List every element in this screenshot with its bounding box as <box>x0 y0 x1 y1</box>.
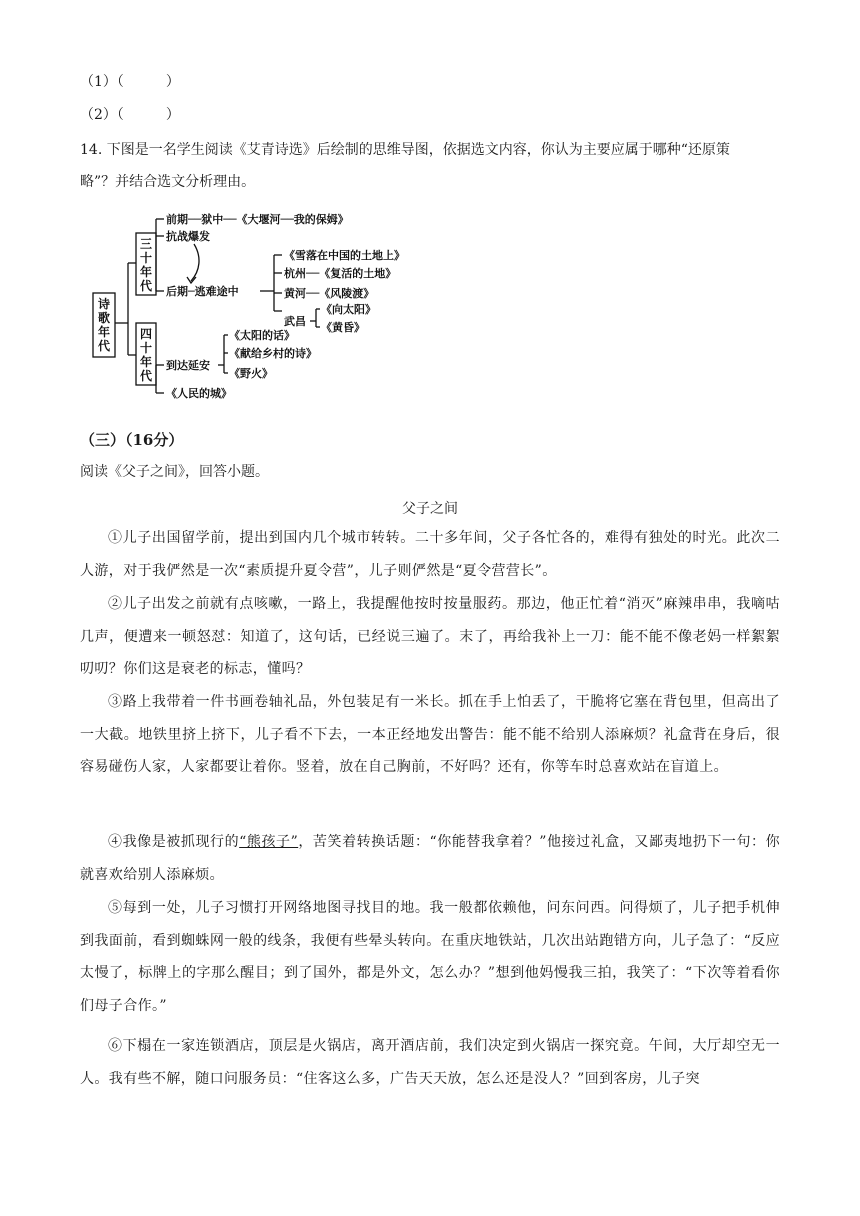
thirties-char-4: 代 <box>139 279 153 293</box>
forties-char-3: 年 <box>139 355 153 369</box>
yanan-branch: 到达延安 <box>166 359 210 372</box>
thirties-char-1: 三 <box>139 237 153 251</box>
early-period-branch: 前期──狱中──《大堰河──我的保姆》 <box>166 213 349 226</box>
paragraph-4 <box>80 826 780 891</box>
peoples-city-item: 《人民的城》 <box>166 387 232 400</box>
forties-char-4: 代 <box>139 369 153 383</box>
root-char-4: 代 <box>97 339 111 353</box>
paragraph-3: ③路上我带着一件书画卷轴礼品，外包装足有一米长。抓在手上怕丢了，干脆将它塞在背包里，但高出了一大截。地铁里挤上挤下，儿子看不下去，一本正经地发出警告：能不能不给别人添麻烦？礼盒背在身后，很容易碰伤人家，人家都要让着你。竖着，放在自己胸前，不好吗？还有，你等车时总喜欢站在盲道上。 <box>80 694 780 775</box>
dusk-poem-item: 《黄昏》 <box>321 321 365 334</box>
reading-instruction: 阅读《父子之间》，回答小题。 <box>80 464 269 480</box>
huanghe-item: 黄河──《风陵渡》 <box>284 287 375 300</box>
answer-blank-2: （2）（ ） <box>80 107 180 123</box>
village-poem-item: 《献给乡村的诗》 <box>229 347 317 360</box>
paragraph-4-part-a: ④我像是被抓现行的 <box>108 834 240 850</box>
curved-arrow <box>191 244 199 281</box>
article-title: 父子之间 <box>402 501 458 517</box>
paragraph-1: ①儿子出国留学前，提出到国内几个城市转转。二十多年间，父子各忙各的，难得有独处的时光。此次二人游，对于我俨然是一次“素质提升夏令营”，儿子则俨然是“夏令营营长”。 <box>80 530 780 579</box>
root-char-2: 歌 <box>97 311 111 325</box>
root-char-1: 诗 <box>97 297 111 311</box>
paragraph-5: ⑤每到一处，儿子习惯打开网络地图寻找目的地。我一般都依赖他，问东问西。问得烦了，儿子把手机伸到我面前，看到蜘蛛网一般的线条，我便有些晕头转向。在重庆地铁站，几次出站跑错方向，儿子急了：“反应太慢了，标牌上的字那么醒目；到了国外，都是外文，怎么办？”想到他妈慢我三拍，我笑了：“下次等着看你们母子合作。” <box>80 900 780 1014</box>
paragraph-4-part-b: ，苦笑着转换话题：“你能替我拿着？”他接过礼盒，又鄙夷地扔下一句：你就喜欢给别人添麻烦。 <box>80 834 780 883</box>
paragraph-6: ⑥下榻在一家连锁酒店，顶层是火锅店，离开酒店前，我们决定到火锅店一探究竟。午间，大厅却空无一人。我有些不解，随口问服务员：“住客这么多，广告天天放，怎么还是没人？”回到客房，儿子突 <box>80 1038 780 1087</box>
bear-child-underlined: “熊孩子” <box>239 834 299 850</box>
answer-blank-1: （1）（ ） <box>80 74 180 90</box>
question-14-line-2: 略”？并结合选文分析理由。 <box>80 174 256 190</box>
late-period-branch: 后期─逃难途中 <box>166 285 239 298</box>
wuchang-item: 武昌 <box>284 315 306 328</box>
thirties-char-3: 年 <box>139 265 153 279</box>
section-heading: （三）（16分） <box>80 431 184 449</box>
snow-poem-item: 《雪落在中国的土地上》 <box>284 249 405 262</box>
forties-char-1: 四 <box>139 327 153 341</box>
sun-poem-item: 《向太阳》 <box>321 303 376 316</box>
root-char-3: 年 <box>97 325 111 339</box>
forties-char-2: 十 <box>139 341 153 355</box>
question-14-line-1: 14. 下图是一名学生阅读《艾青诗选》后绘制的思维导图，依据选文内容，你认为主要应属于哪种“还原策 <box>80 142 730 158</box>
thirties-char-2: 十 <box>139 251 153 265</box>
mind-map-diagram <box>90 205 420 413</box>
wildfire-item: 《野火》 <box>229 367 273 380</box>
paragraph-2: ②儿子出发之前就有点咳嗽，一路上，我提醒他按时按量服药。那边，他正忙着“消灭”麻辣串串，我嘀咕几声，便遭来一顿怒怼：知道了，这句话，已经说三遍了。末了，再给我补上一刀：能不能不像老妈一样絮絮叨叨？你们这是衰老的标志，懂吗？ <box>80 596 780 677</box>
sun-words-item: 《太阳的话》 <box>229 329 295 342</box>
war-outbreak-branch: 抗战爆发 <box>166 230 210 243</box>
hangzhou-item: 杭州──《复活的土地》 <box>284 267 397 280</box>
